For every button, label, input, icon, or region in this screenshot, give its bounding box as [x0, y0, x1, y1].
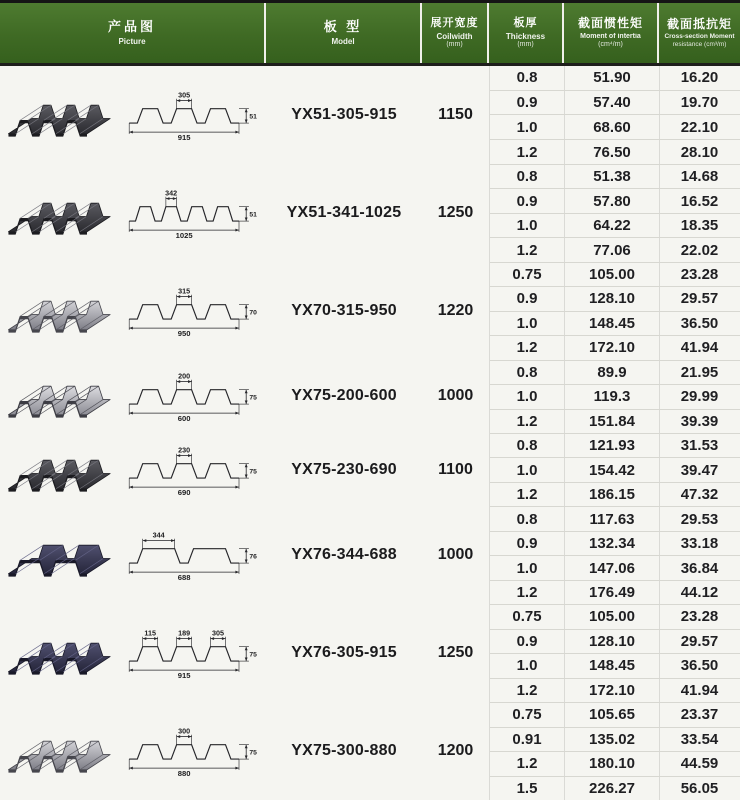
header-picture [0, 3, 266, 63]
resistance-value: 29.99 [680, 388, 719, 406]
spec-row [490, 66, 740, 90]
spec-rows [489, 604, 740, 702]
product-picture [0, 66, 266, 164]
profile-diagram [122, 440, 266, 500]
spec-row [490, 555, 740, 579]
inertia-value: 172.10 [565, 336, 660, 359]
spec-row [490, 335, 740, 359]
panel-3d-image [4, 722, 120, 780]
model-value: YX76-305-915 [291, 644, 397, 662]
panel-3d-image [4, 526, 120, 584]
resistance-value: 22.02 [680, 241, 719, 259]
svg-text:915: 915 [177, 671, 191, 681]
coilwidth-value: 1250 [437, 644, 474, 662]
model-value: YX75-230-690 [291, 460, 397, 478]
inertia-value: 180.10 [565, 752, 660, 775]
thickness-value: 1.2 [490, 140, 565, 164]
spec-rows [489, 164, 740, 262]
spec-row [490, 90, 740, 115]
profile-diagram [122, 525, 266, 585]
spec-row [490, 262, 740, 286]
svg-text:690: 690 [177, 487, 191, 497]
svg-text:305: 305 [178, 90, 191, 100]
profile-diagram [122, 623, 266, 683]
inertia-value: 105.00 [565, 263, 660, 286]
header-coilwidth-en: Coilwidth [436, 31, 473, 41]
svg-text:688: 688 [177, 573, 191, 583]
header-coilwidth-zh: 展开宽度 [430, 17, 479, 30]
resistance-value: 44.12 [680, 584, 719, 602]
thickness-value: 1.0 [490, 312, 565, 335]
spec-row [490, 629, 740, 653]
spec-rows [489, 66, 740, 164]
thickness-value: 0.8 [490, 434, 565, 457]
inertia-value: 186.15 [565, 483, 660, 506]
svg-text:75: 75 [249, 749, 257, 757]
svg-text:115: 115 [144, 628, 157, 638]
spec-row [490, 311, 740, 335]
spec-row [490, 457, 740, 481]
resistance-value: 39.39 [680, 412, 719, 430]
resistance-value: 36.84 [680, 559, 719, 577]
spec-rows [489, 360, 740, 433]
coilwidth-value: 1000 [437, 387, 474, 405]
product-picture [0, 702, 266, 800]
inertia-value: 121.93 [565, 434, 660, 457]
resistance-value: 29.53 [680, 510, 719, 528]
resistance-value: 22.10 [680, 118, 719, 136]
thickness-value: 0.9 [490, 91, 565, 115]
thickness-value: 1.0 [490, 115, 565, 139]
spec-row [490, 164, 740, 188]
resistance-value: 23.37 [680, 706, 719, 724]
coilwidth-value: 1200 [437, 742, 474, 760]
svg-text:189: 189 [178, 628, 191, 638]
resistance-value: 28.10 [680, 143, 719, 161]
thickness-value: 1.2 [490, 336, 565, 359]
header-inertia-unit: (cm⁴/m) [598, 40, 623, 48]
thickness-value: 1.0 [490, 556, 565, 579]
thickness-value: 0.8 [490, 507, 565, 530]
header-thickness-unit: (mm) [517, 40, 534, 48]
inertia-value: 64.22 [565, 214, 660, 237]
svg-text:70: 70 [249, 309, 257, 317]
table-row [0, 506, 740, 604]
profile-diagram [122, 366, 266, 426]
product-picture [0, 360, 266, 433]
spec-row [490, 237, 740, 261]
spec-row [490, 653, 740, 677]
inertia-value: 89.9 [565, 361, 660, 384]
thickness-value: 0.8 [490, 165, 565, 188]
inertia-value: 76.50 [565, 140, 660, 164]
table-body [0, 66, 740, 800]
spec-rows [489, 506, 740, 604]
header-model-zh: 板 型 [323, 18, 363, 34]
spec-row [490, 580, 740, 604]
product-picture [0, 164, 266, 262]
spec-row [490, 409, 740, 433]
header-inertia-zh: 截面惯性矩 [577, 16, 643, 31]
thickness-value: 1.2 [490, 410, 565, 433]
table-row [0, 164, 740, 262]
spec-row [490, 776, 740, 800]
inertia-value: 135.02 [565, 728, 660, 751]
inertia-value: 128.10 [565, 630, 660, 653]
thickness-value: 1.0 [490, 654, 565, 677]
resistance-value: 41.94 [680, 681, 719, 699]
thickness-value: 1.2 [490, 238, 565, 261]
inertia-value: 148.45 [565, 654, 660, 677]
profile-diagram [122, 721, 266, 781]
svg-text:200: 200 [178, 371, 191, 381]
spec-row [490, 751, 740, 775]
thickness-value: 0.9 [490, 189, 565, 212]
inertia-value: 51.90 [565, 66, 660, 90]
product-picture [0, 506, 266, 604]
resistance-value: 29.57 [680, 632, 719, 650]
table-row [0, 702, 740, 800]
resistance-value: 33.54 [680, 730, 719, 748]
header-coilwidth-unit: (mm) [446, 40, 463, 48]
resistance-value: 21.95 [680, 363, 719, 381]
thickness-value: 1.5 [490, 777, 565, 800]
resistance-value: 33.18 [680, 535, 719, 553]
profile-diagram [122, 183, 266, 243]
svg-text:75: 75 [249, 394, 257, 402]
thickness-value: 1.0 [490, 385, 565, 408]
inertia-value: 172.10 [565, 679, 660, 702]
spec-row [490, 531, 740, 555]
svg-text:76: 76 [249, 553, 257, 561]
model-value: YX75-300-880 [291, 742, 397, 760]
svg-text:315: 315 [178, 286, 191, 296]
spec-row [490, 433, 740, 457]
resistance-value: 36.50 [680, 657, 719, 675]
thickness-value: 0.91 [490, 728, 565, 751]
svg-text:1025: 1025 [175, 230, 193, 240]
header-thickness-en: Thickness [505, 31, 546, 41]
panel-3d-image [4, 86, 120, 144]
header-picture-en: Picture [118, 36, 146, 46]
inertia-value: 105.65 [565, 703, 660, 726]
thickness-value: 0.75 [490, 703, 565, 726]
resistance-value: 47.32 [680, 486, 719, 504]
spec-rows [489, 262, 740, 360]
inertia-value: 226.27 [565, 777, 660, 800]
model-value: YX75-200-600 [291, 387, 397, 405]
spec-row [490, 139, 740, 164]
svg-text:75: 75 [249, 468, 257, 476]
spec-row [490, 727, 740, 751]
inertia-value: 57.40 [565, 91, 660, 115]
spec-row [490, 213, 740, 237]
resistance-value: 14.68 [680, 168, 719, 186]
inertia-value: 147.06 [565, 556, 660, 579]
resistance-value: 41.94 [680, 339, 719, 357]
coilwidth-value: 1220 [437, 301, 474, 319]
svg-text:342: 342 [165, 188, 178, 198]
header-resistance-en: Cross-section Moment [664, 33, 735, 41]
model-value: YX51-341-1025 [286, 203, 402, 221]
spec-row [490, 114, 740, 139]
panel-3d-image [4, 367, 120, 425]
thickness-value: 1.2 [490, 483, 565, 506]
resistance-value: 16.52 [680, 192, 719, 210]
inertia-value: 154.42 [565, 458, 660, 481]
header-thickness-zh: 板厚 [513, 17, 538, 30]
resistance-value: 29.57 [680, 290, 719, 308]
thickness-value: 0.8 [490, 361, 565, 384]
table-row [0, 604, 740, 702]
header-inertia-en: Moment of intertia [580, 32, 641, 40]
resistance-value: 23.28 [680, 608, 719, 626]
inertia-value: 117.63 [565, 507, 660, 530]
table-row [0, 66, 740, 164]
inertia-value: 148.45 [565, 312, 660, 335]
resistance-value: 39.47 [680, 461, 719, 479]
resistance-value: 18.35 [680, 217, 719, 235]
header-coilwidth [422, 3, 489, 63]
product-picture [0, 433, 266, 506]
spec-row [490, 286, 740, 310]
svg-text:344: 344 [152, 530, 165, 540]
resistance-value: 36.50 [680, 314, 719, 332]
thickness-value: 0.75 [490, 605, 565, 628]
table-row [0, 433, 740, 506]
resistance-value: 19.70 [680, 94, 719, 112]
header-resistance [659, 3, 740, 63]
header-inertia [564, 3, 659, 63]
svg-text:950: 950 [177, 328, 191, 338]
inertia-value: 132.34 [565, 532, 660, 555]
resistance-value: 56.05 [680, 779, 719, 797]
coilwidth-value: 1000 [437, 546, 474, 564]
panel-3d-image [4, 441, 120, 499]
inertia-value: 68.60 [565, 115, 660, 139]
product-picture [0, 262, 266, 360]
inertia-value: 119.3 [565, 385, 660, 408]
spec-row [490, 678, 740, 702]
svg-text:300: 300 [178, 726, 191, 736]
svg-text:305: 305 [212, 628, 224, 638]
panel-3d-image [4, 184, 120, 242]
spec-row [490, 360, 740, 384]
inertia-value: 151.84 [565, 410, 660, 433]
thickness-value: 0.75 [490, 263, 565, 286]
panel-3d-image [4, 282, 120, 340]
spec-rows [489, 702, 740, 800]
thickness-value: 1.2 [490, 752, 565, 775]
inertia-value: 51.38 [565, 165, 660, 188]
header-model [266, 3, 422, 63]
thickness-value: 1.2 [490, 679, 565, 702]
svg-text:75: 75 [249, 651, 257, 659]
table-row [0, 262, 740, 360]
header-resistance-unit: resistance (cm³/m) [672, 40, 727, 48]
panel-3d-image [4, 624, 120, 682]
svg-text:880: 880 [177, 769, 191, 779]
thickness-value: 1.0 [490, 214, 565, 237]
spec-row [490, 506, 740, 530]
model-value: YX76-344-688 [291, 546, 397, 564]
resistance-value: 16.20 [680, 69, 719, 87]
thickness-value: 1.0 [490, 458, 565, 481]
thickness-value: 0.9 [490, 532, 565, 555]
spec-rows [489, 433, 740, 506]
coilwidth-value: 1100 [438, 460, 473, 478]
svg-text:915: 915 [177, 133, 191, 143]
svg-text:51: 51 [249, 113, 257, 121]
resistance-value: 23.28 [680, 265, 719, 283]
inertia-value: 176.49 [565, 581, 660, 604]
coilwidth-value: 1250 [437, 203, 474, 221]
svg-text:600: 600 [177, 414, 191, 424]
thickness-value: 1.2 [490, 581, 565, 604]
resistance-value: 31.53 [680, 437, 719, 455]
inertia-value: 128.10 [565, 287, 660, 310]
table-row [0, 360, 740, 433]
model-value: YX70-315-950 [291, 301, 397, 319]
spec-row [490, 702, 740, 726]
thickness-value: 0.9 [490, 630, 565, 653]
resistance-value: 44.59 [680, 755, 719, 773]
coilwidth-value: 1150 [438, 105, 473, 123]
thickness-value: 0.9 [490, 287, 565, 310]
header-resistance-zh: 截面抵抗矩 [666, 16, 732, 31]
header-model-en: Model [331, 36, 355, 46]
header-picture-zh: 产品图 [107, 18, 156, 34]
profile-diagram [122, 85, 266, 145]
svg-text:51: 51 [249, 211, 257, 219]
profile-diagram [122, 281, 266, 341]
model-value: YX51-305-915 [291, 105, 397, 123]
spec-row [490, 384, 740, 408]
spec-row [490, 482, 740, 506]
svg-text:230: 230 [178, 445, 191, 455]
inertia-value: 77.06 [565, 238, 660, 261]
header-thickness [489, 3, 564, 63]
spec-row [490, 188, 740, 212]
spec-row [490, 604, 740, 628]
table-header [0, 3, 740, 66]
inertia-value: 57.80 [565, 189, 660, 212]
product-picture [0, 604, 266, 702]
thickness-value: 0.8 [490, 66, 565, 90]
inertia-value: 105.00 [565, 605, 660, 628]
